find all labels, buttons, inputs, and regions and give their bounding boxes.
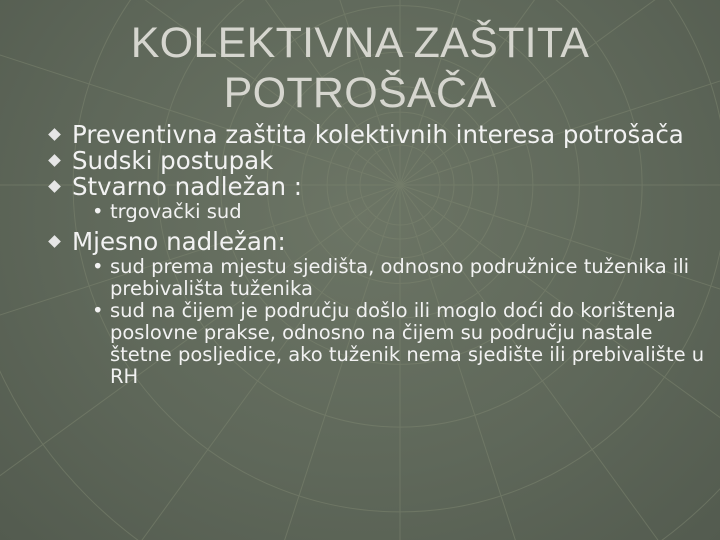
slide-title bbox=[60, 18, 660, 118]
title-line-2: POTROŠAČA bbox=[223, 69, 497, 117]
sub-bullet-text: sud prema mjestu sjedišta, odnosno podružnice tuženika ili prebivališta tuženika bbox=[110, 255, 690, 300]
bullet-text: Preventivna zaštita kolektivnih interesa potrošača bbox=[72, 120, 684, 149]
bullet-item-court-procedure bbox=[46, 148, 706, 174]
sub-bullet-text: trgovački sud bbox=[110, 200, 242, 223]
bullet-item-territorial-jurisdiction bbox=[46, 229, 706, 255]
bullet-text: Stvarno nadležan : bbox=[72, 172, 303, 201]
diamond-bullet-icon bbox=[48, 128, 61, 141]
sub-bullet-commercial-court bbox=[80, 201, 706, 223]
bullet-list bbox=[46, 122, 706, 388]
dot-bullet-icon: • bbox=[92, 200, 104, 223]
sub-bullet-practice-court bbox=[80, 300, 706, 388]
bullet-item-preventive bbox=[46, 122, 706, 148]
diamond-bullet-icon bbox=[48, 180, 61, 193]
sub-bullet-seat-court bbox=[80, 256, 706, 300]
bullet-text: Mjesno nadležan: bbox=[72, 227, 286, 256]
bullet-item-subject-jurisdiction bbox=[46, 174, 706, 200]
sub-bullet-text: sud na čijem je području došlo ili moglo doći do korištenja poslovne prakse, odnosno na čijem su području nastale štetne posljedice, ako tuženik nema sjedište ili prebivalište u RH bbox=[110, 299, 705, 388]
dot-bullet-icon: • bbox=[92, 255, 104, 278]
dot-bullet-icon: • bbox=[92, 299, 104, 322]
diamond-bullet-icon bbox=[48, 154, 61, 167]
bullet-text: Sudski postupak bbox=[72, 146, 274, 175]
diamond-bullet-icon bbox=[48, 235, 61, 248]
title-line-1: KOLEKTIVNA ZAŠTITA bbox=[130, 19, 590, 67]
